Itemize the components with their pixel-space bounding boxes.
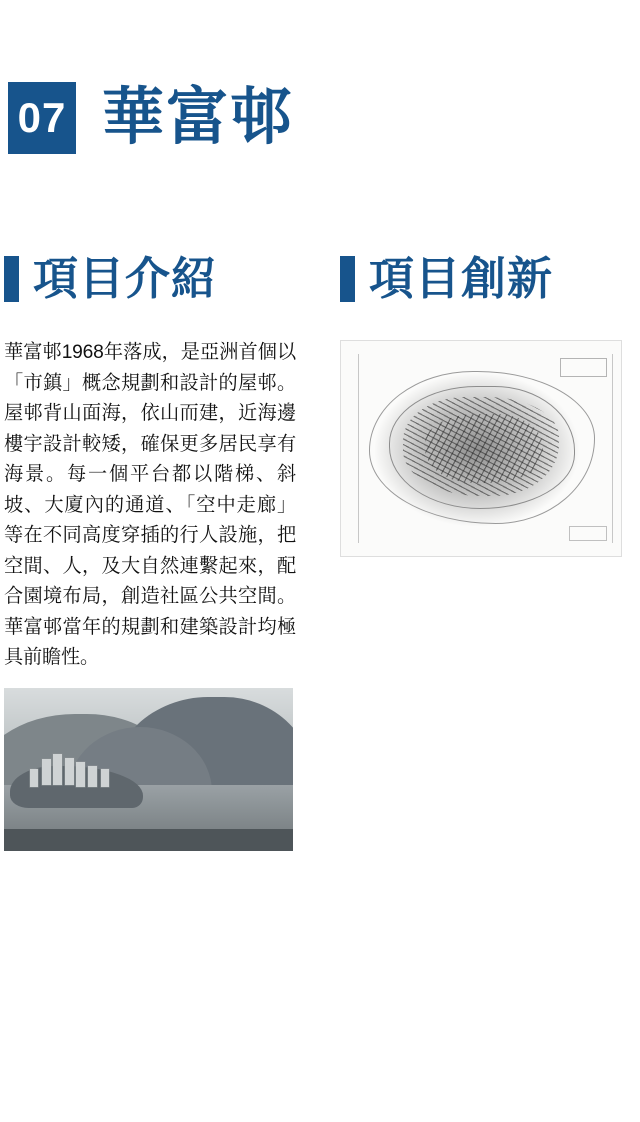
project-number-badge: 07: [8, 82, 76, 154]
section-project-introduction: [4, 248, 296, 851]
heading-accent-bar-icon: [4, 256, 19, 302]
page-title: 華富邨: [102, 83, 295, 152]
section-heading-innovation: [340, 248, 636, 310]
photo-building: [42, 759, 51, 785]
sketch-hatching-secondary: [425, 414, 543, 483]
section-heading-label: 項目創新: [369, 253, 554, 304]
coastal-estate-photo: [4, 688, 293, 851]
sketch-legend-box: [569, 526, 607, 541]
photo-building: [88, 766, 97, 787]
section-project-innovation: [340, 248, 636, 557]
heading-accent-bar-icon: [340, 256, 355, 302]
photo-building: [53, 754, 62, 785]
sketch-frame-line: [358, 354, 359, 543]
photo-foreground: [4, 829, 293, 850]
photo-building: [76, 762, 85, 786]
section-heading-label: 項目介紹: [33, 253, 218, 304]
sketch-frame-line: [612, 354, 613, 543]
introduction-body-text: 華富邨1968年落成，是亞洲首個以「市鎮」概念規劃和設計的屋邨。屋邨背山面海，依山而建，近海邊樓宇設計較矮，確保更多居民享有海景。每一個平台都以階梯、斜坡、大廈內的通道、「空中走廊」等在不同高度穿插的行人設施，把空間、人，及大自然連繫起來，配合園境布局，創造社區公共空間。華富邨當年的規劃和建築設計均極具前瞻性。: [4, 342, 296, 668]
sketch-label-box: [560, 358, 607, 377]
photo-building: [101, 769, 110, 787]
photo-building: [65, 758, 74, 786]
page-header: [8, 82, 294, 154]
section-heading-introduction: [4, 248, 296, 310]
aerial-site-plan-sketch: [340, 340, 622, 557]
photo-building: [30, 769, 38, 787]
